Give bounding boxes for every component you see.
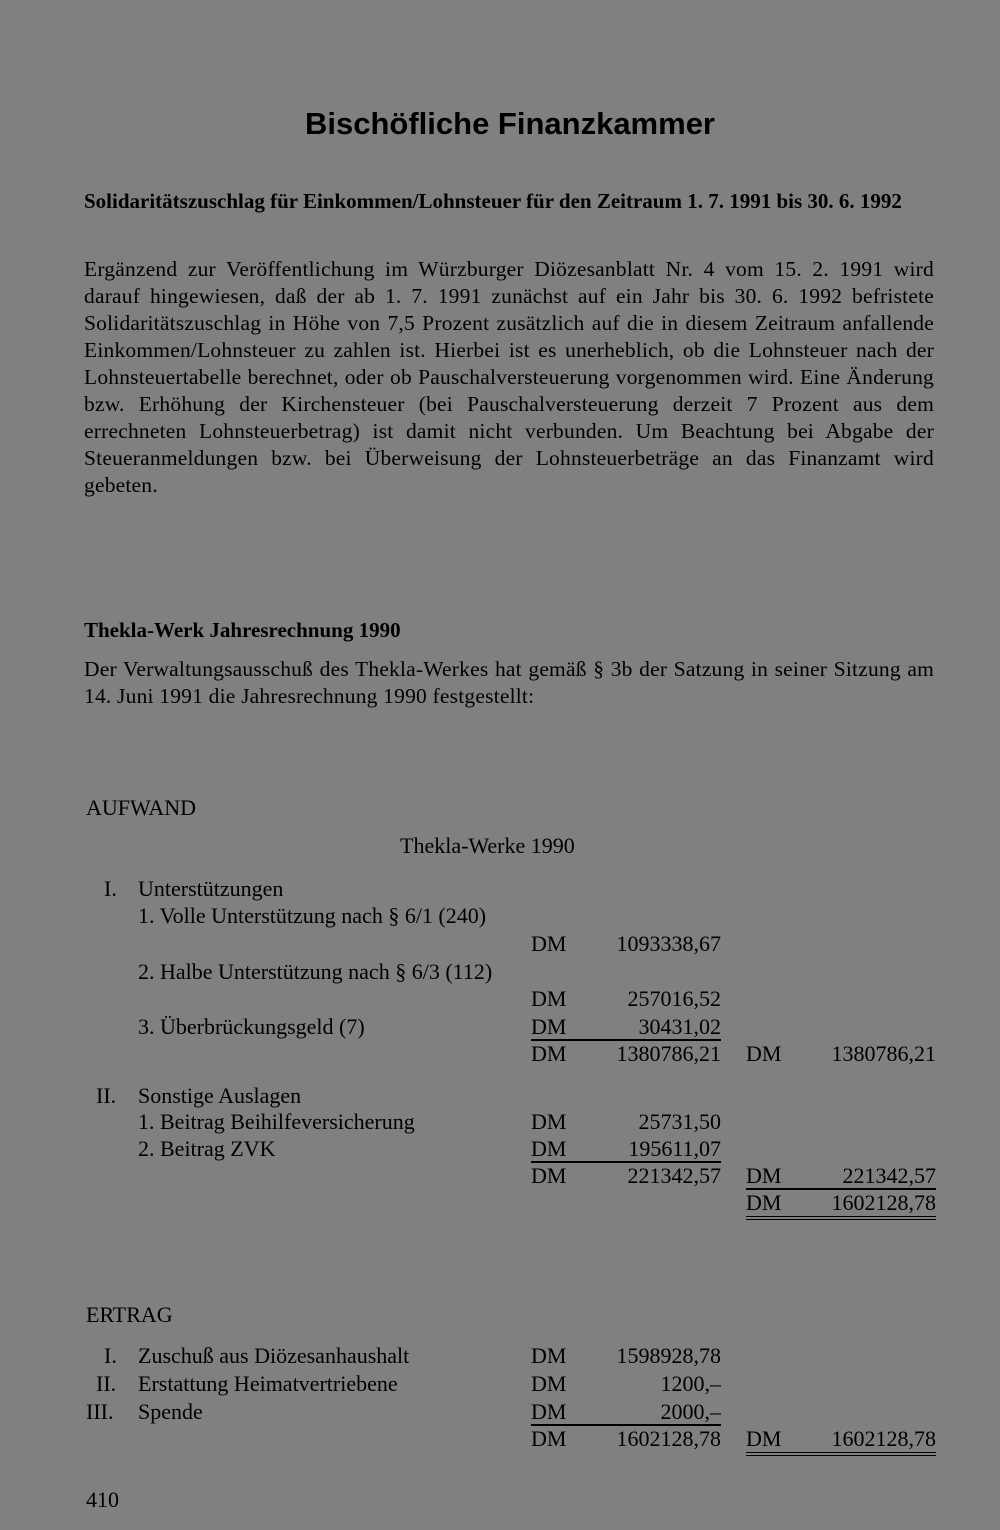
currency: DM — [746, 1426, 782, 1451]
section-body-thekla-werk — [84, 656, 934, 710]
currency: DM — [531, 1426, 567, 1451]
line-item-label: 2. Halbe Unterstützung nach § 6/3 (112) — [138, 959, 493, 984]
amount: 1093338,67 — [616, 931, 721, 956]
amount: 1602128,78 — [831, 1426, 936, 1451]
line-item-label: Spende — [138, 1399, 203, 1424]
amount: 2000,– — [660, 1399, 721, 1424]
item-number: III. — [86, 1399, 114, 1424]
amount-cell — [531, 1398, 721, 1426]
item-number: I. — [104, 1343, 117, 1368]
line-item-label: 1. Beitrag Beihilfeversicherung — [138, 1109, 415, 1134]
paragraph: Ergänzend zur Veröffentlichung im Würzburger Diözesanblatt Nr. 4 vom 15. 2. 1991 wird darauf hingewiesen, daß der ab 1. 7. 1991 zunächst auf ein Jahr bis 30. 6. 1992 befristete Solidaritätszuschlag in Höhe von 7,5 Prozent zusätzlich auf die in diesem Zeitraum anfallende Einkommen/Lohnsteuer zu zahlen ist. Hierbei ist es unerheblich, ob die Lohnsteuer nach der Lohnsteuertabelle berechnet, oder ob Pauschalversteuerung vorgenommen wird. Eine Änderung bzw. Erhöhung der Kirchensteuer (bei Pauschalversteuerung derzeit 7 Prozent aus dem errechneten Lohnsteuerbetrag) ist damit nicht verbunden. Um Beachtung bei Abgabe der Steueranmeldungen bzw. bei Überweisung der Lohnsteuerbeträge an das Finanzamt wird gebeten. — [84, 257, 934, 497]
page-header: Bischöfliche Finanzkammer — [304, 106, 715, 141]
amount: 25731,50 — [638, 1109, 721, 1134]
total-cell — [746, 1162, 936, 1190]
group-number: II. — [96, 1083, 117, 1108]
amount: 1380786,21 — [831, 1041, 936, 1066]
paragraph: Der Verwaltungsausschuß des Thekla-Werkes hat gemäß § 3b der Satzung in seiner Sitzung am 14. Juni 1991 die Jahresrechnung 1990 festgestellt: — [84, 657, 934, 708]
section-title-thekla-werk: Thekla-Werk Jahresrechnung 1990 — [84, 618, 401, 642]
amount-cell — [531, 1013, 721, 1041]
currency: DM — [746, 1163, 782, 1188]
item-number: II. — [96, 1371, 117, 1396]
currency: DM — [531, 1399, 567, 1424]
amount: 221342,57 — [627, 1163, 721, 1188]
line-item-label: 1. Volle Unterstützung nach § 6/1 (240) — [138, 903, 487, 928]
aufwand-heading: AUFWAND — [86, 795, 196, 820]
amount: 221342,57 — [842, 1163, 936, 1188]
line-item-label: 3. Überbrückungsgeld (7) — [138, 1014, 365, 1039]
currency: DM — [531, 1343, 567, 1368]
section-title-solidaritaetszuschlag: Solidaritätszuschlag für Einkommen/Lohnsteuer für den Zeitraum 1. 7. 1991 bis 30. 6. 1992 — [84, 189, 902, 213]
currency: DM — [531, 1041, 567, 1066]
currency: DM — [531, 1371, 567, 1396]
page-number: 410 — [86, 1487, 119, 1512]
ertrag-heading: ERTRAG — [86, 1302, 173, 1327]
amount: 257016,52 — [627, 986, 721, 1011]
amount: 1200,– — [660, 1371, 721, 1396]
amount: 1598928,78 — [616, 1343, 721, 1368]
line-item-label: 2. Beitrag ZVK — [138, 1136, 276, 1161]
line-item-label: Erstattung Heimatvertriebene — [138, 1371, 398, 1396]
currency: DM — [746, 1190, 782, 1215]
section-body-solidaritaetszuschlag — [84, 256, 934, 499]
currency: DM — [531, 986, 567, 1011]
amount: 1602128,78 — [831, 1190, 936, 1215]
currency: DM — [531, 1014, 567, 1039]
group-label: Unterstützungen — [138, 876, 284, 901]
amount-cell — [531, 1135, 721, 1163]
amount: 1602128,78 — [616, 1426, 721, 1451]
group-label: Sonstige Auslagen — [138, 1083, 302, 1108]
amount: 1380786,21 — [616, 1041, 721, 1066]
currency: DM — [746, 1041, 782, 1066]
group-number: I. — [104, 876, 117, 901]
line-item-label: Zuschuß aus Diözesanhaushalt — [138, 1343, 410, 1368]
amount: 30431,02 — [638, 1014, 721, 1039]
grand-total-cell — [746, 1189, 936, 1220]
currency: DM — [531, 1163, 567, 1188]
currency: DM — [531, 1109, 567, 1134]
amount: 195611,07 — [628, 1136, 721, 1161]
currency: DM — [531, 1136, 567, 1161]
aufwand-subheading: Thekla-Werke 1990 — [400, 833, 575, 858]
total-cell — [746, 1425, 936, 1456]
currency: DM — [531, 931, 567, 956]
